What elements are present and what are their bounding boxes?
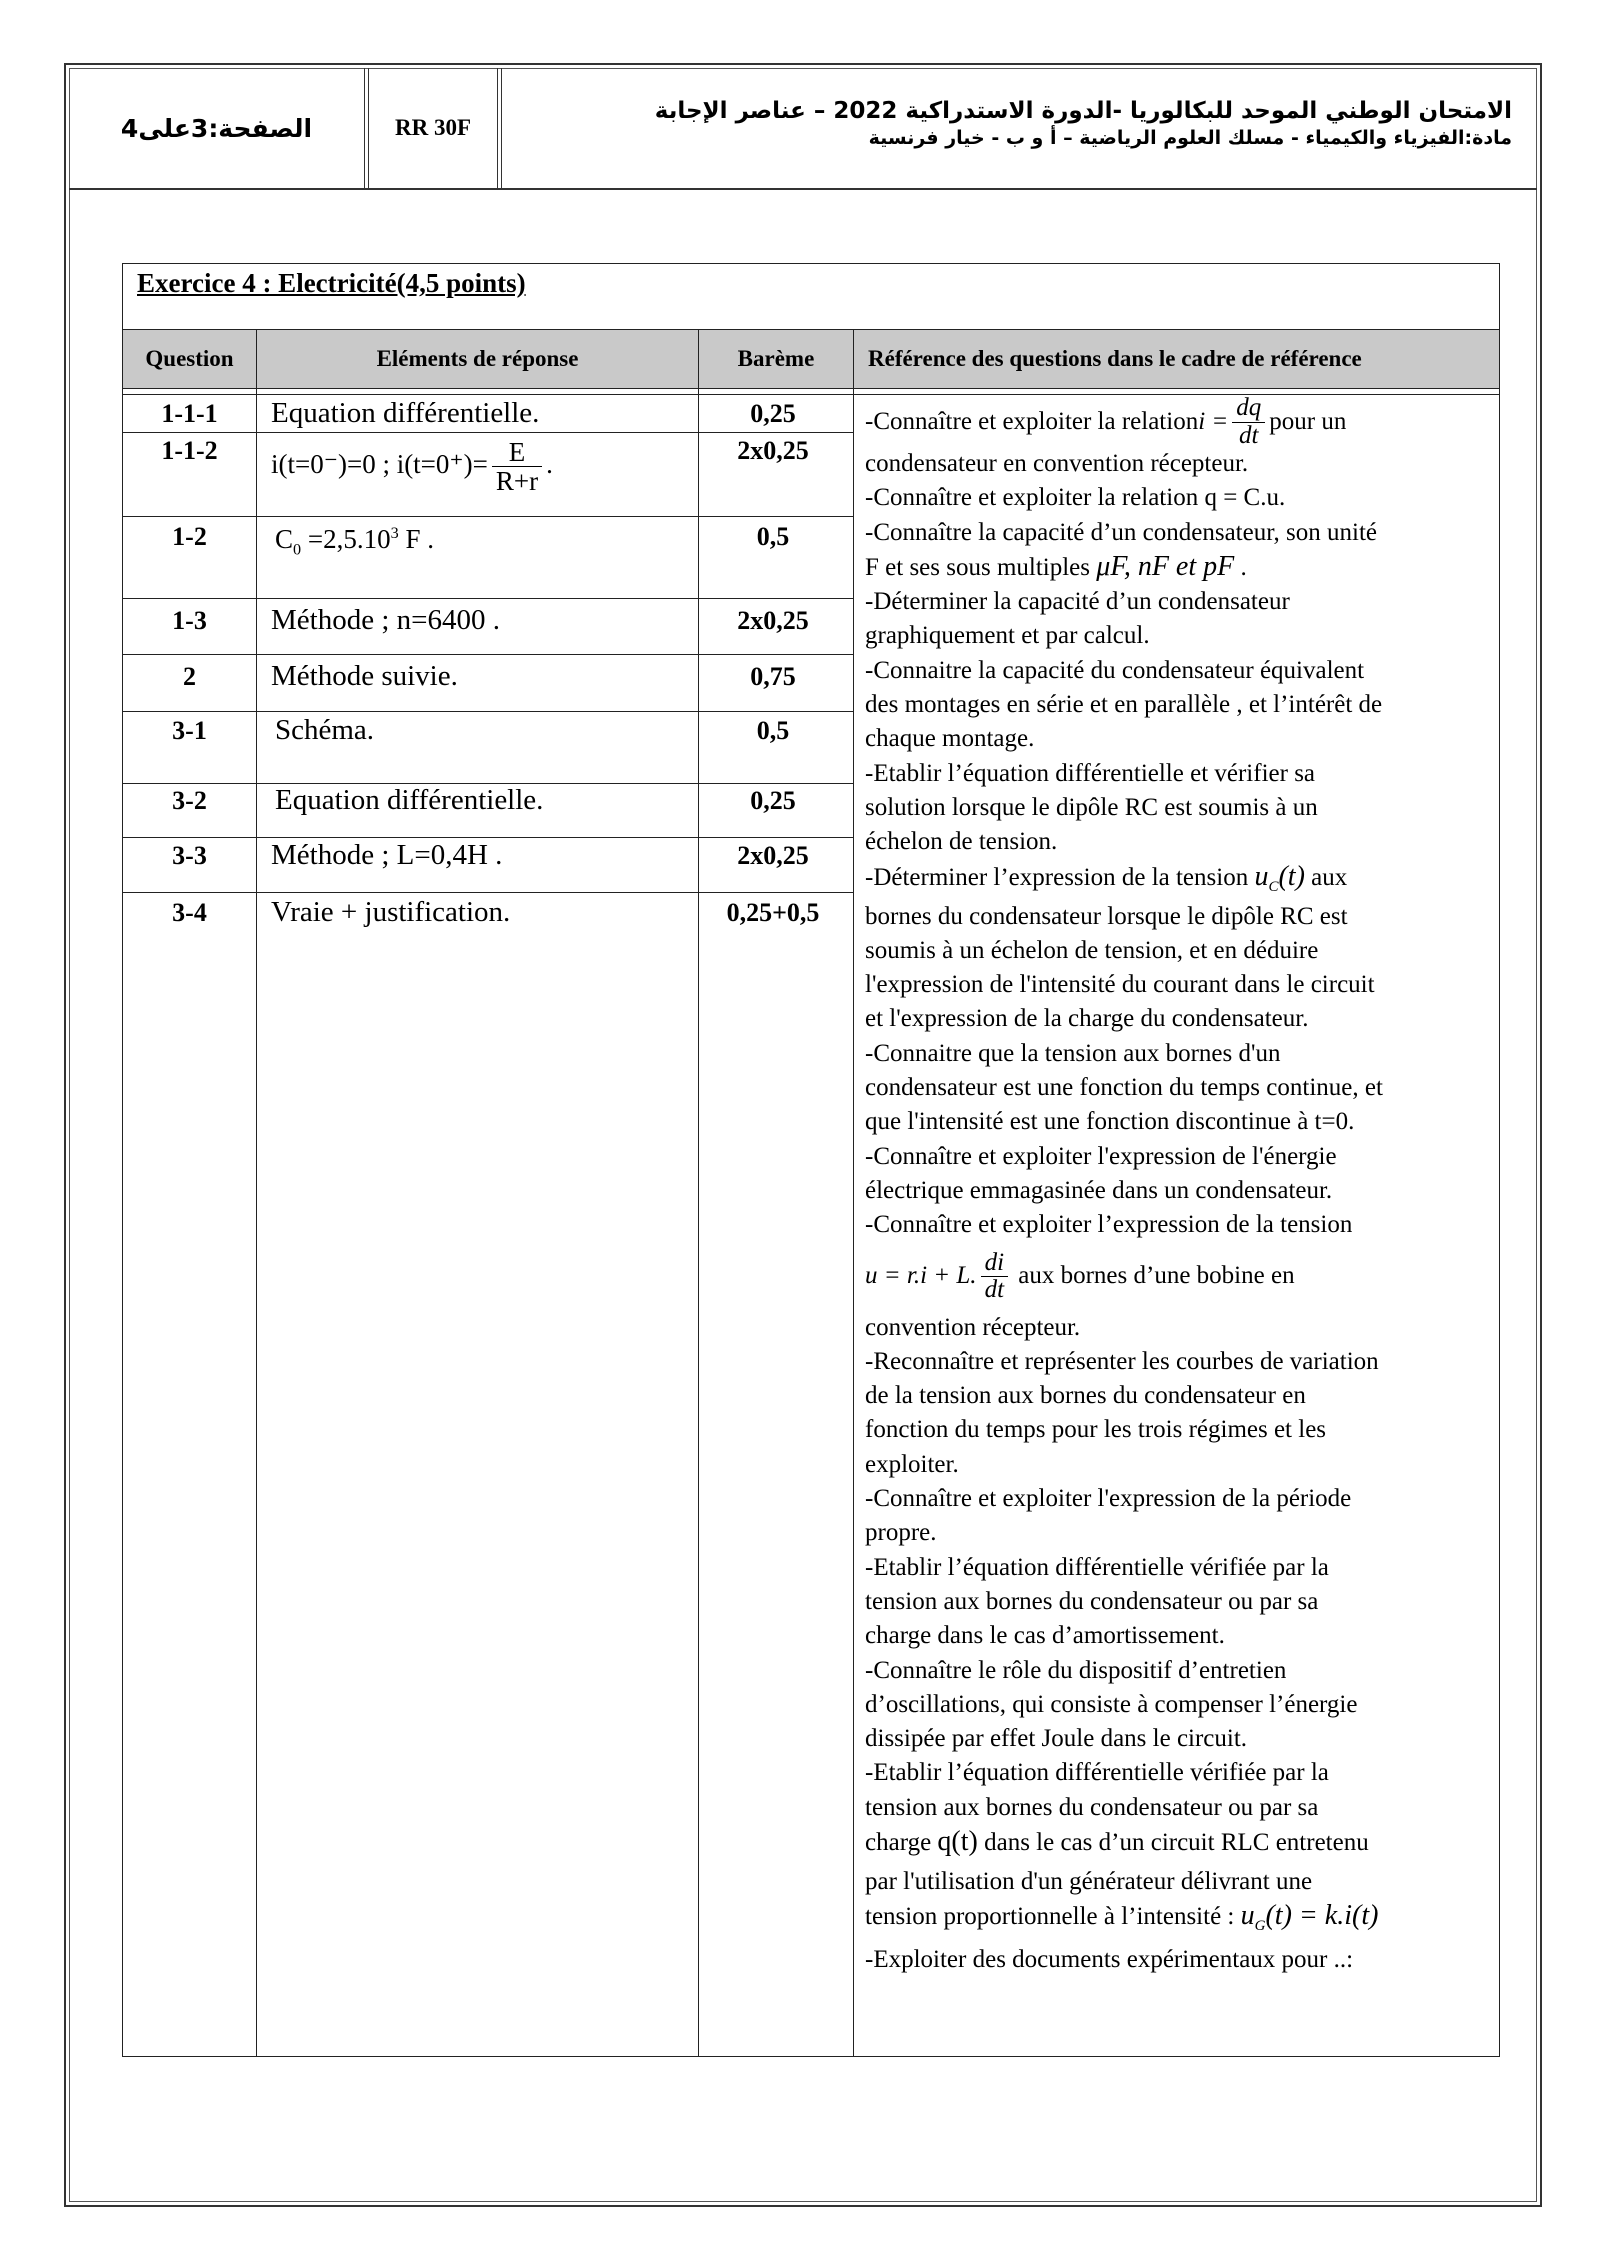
reference-text-span: F et ses sous multiples [865, 553, 1097, 581]
answer-element: Schéma. [275, 714, 375, 746]
reference-line: -Etablir l’équation différentielle vérifiée par la [865, 1759, 1329, 1787]
score: 2x0,25 [737, 436, 809, 465]
row-divider [123, 516, 854, 517]
subscript: 0 [293, 540, 302, 559]
row-divider [123, 598, 854, 599]
question-number: 3-1 [172, 716, 207, 745]
reference-line: propre. [865, 1519, 937, 1547]
answer-element: Equation différentielle. [275, 784, 544, 816]
answer-capacitance-value: =2,5.10 [301, 524, 391, 554]
reference-line: tension aux bornes du condensateur ou par sa [865, 1587, 1319, 1615]
header-gap [123, 389, 1499, 395]
reference-line: échelon de tension. [865, 828, 1058, 856]
exercise-table [122, 263, 1500, 2057]
reference-line: convention récepteur. [865, 1313, 1081, 1341]
reference-line: condensateur est une fonction du temps continue, et [865, 1074, 1383, 1102]
reference-text-span: . [1234, 553, 1247, 581]
answer-element: Méthode ; n=6400 . [271, 604, 500, 636]
reference-line: fonction du temps pour les trois régimes et les [865, 1416, 1327, 1444]
reference-line: d’oscillations, qui consiste à compenser l’énergie [865, 1690, 1358, 1718]
reference-line [865, 860, 1495, 900]
reference-line: solution lorsque le dipôle RC est soumis à un [865, 793, 1318, 821]
reference-text-span: -Déterminer l’expression de la tension [865, 863, 1255, 891]
reference-line: par l'utilisation d'un générateur délivrant une [865, 1867, 1313, 1895]
fraction-denominator: dt [984, 1276, 1005, 1304]
column-header-bareme: Barème [737, 346, 815, 371]
reference-line [865, 1243, 1495, 1311]
reference-line: -Connaître la capacité d’un condensateur, son unité [865, 518, 1377, 546]
question-number: 1-1-1 [161, 399, 218, 428]
reference-line: -Connaître et exploiter l’expression de la tension [865, 1211, 1353, 1239]
reference-line: -Connaître et exploiter la relation q = C.u. [865, 484, 1286, 512]
column-header-reference: Référence des questions dans le cadre de référence [868, 346, 1362, 371]
reference-text [865, 394, 1495, 1978]
row-divider [123, 892, 854, 893]
answer-element: Vraie + justification. [271, 896, 511, 928]
equation: i = [1198, 407, 1229, 435]
question-number: 1-1-2 [161, 436, 218, 465]
column-header-elements: Eléments de réponse [376, 346, 579, 371]
reference-line: des montages en série et en parallèle , et l’intérêt de [865, 691, 1383, 719]
column-header-question: Question [145, 346, 234, 371]
reference-line: exploiter. [865, 1450, 959, 1478]
reference-line: que l'intensité est une fonction discontinue à t=0. [865, 1108, 1355, 1136]
reference-line: électrique emmagasinée dans un condensateur. [865, 1176, 1333, 1204]
reference-line: graphiquement et par calcul. [865, 622, 1150, 650]
score: 0,5 [756, 522, 790, 551]
reference-line: dissipée par effet Joule dans le circuit. [865, 1725, 1248, 1753]
reference-line: -Connaître et exploiter l'expression de l'énergie [865, 1142, 1337, 1170]
subscript: G [1254, 1918, 1266, 1935]
question-number: 1-2 [172, 522, 207, 551]
reference-line: condensateur en convention récepteur. [865, 450, 1249, 477]
fraction [1232, 395, 1265, 449]
answer-capacitance: C [275, 524, 294, 554]
fraction-numerator: dq [1232, 395, 1265, 422]
fraction-denominator: R+r [495, 466, 539, 497]
score: 0,25 [750, 399, 796, 428]
row-divider [123, 711, 854, 712]
score: 2x0,25 [737, 841, 809, 870]
score: 2x0,25 [737, 606, 809, 635]
reference-line: charge dans le cas d’amortissement. [865, 1622, 1225, 1650]
equation: (t) [1278, 860, 1305, 892]
reference-line: -Connaitre que la tension aux bornes d'un [865, 1039, 1281, 1067]
question-number: 3-3 [172, 841, 207, 870]
reference-line: chaque montage. [865, 725, 1035, 753]
fraction-numerator: E [492, 438, 542, 467]
equation: q(t) [937, 1825, 978, 1857]
score: 0,25+0,5 [726, 898, 820, 927]
subscript: C [1268, 878, 1279, 895]
row-divider [123, 654, 854, 655]
reference-text-span: tension proportionnelle à l’intensité : [865, 1903, 1241, 1931]
reference-line: et l'expression de la charge du condensateur. [865, 1005, 1309, 1033]
reference-text-span: aux [1304, 863, 1348, 891]
answer-element: Equation différentielle. [271, 397, 540, 429]
question-number: 3-4 [172, 898, 207, 927]
reference-line: -Déterminer la capacité d’un condensateur [865, 588, 1290, 616]
reference-line: bornes du condensateur lorsque le dipôle RC est [865, 902, 1348, 930]
equation: (t) = k.i(t) [1265, 1900, 1379, 1932]
answer-element [271, 438, 691, 496]
reference-line [865, 550, 1495, 585]
reference-text-span: pour un [1269, 407, 1347, 435]
answer-unit: F . [398, 524, 434, 554]
reference-text-span: -Connaître et exploiter la relation [865, 407, 1199, 435]
reference-line: -Etablir l’équation différentielle vérifiée par la [865, 1553, 1329, 1581]
reference-line: -Connaître le rôle du dispositif d’entretien [865, 1656, 1287, 1684]
reference-line: soumis à un échelon de tension, et en déduire [865, 936, 1319, 964]
reference-text-span: aux bornes d’une bobine en [1012, 1262, 1295, 1290]
question-number: 2 [183, 662, 196, 691]
reference-line: -Connaître et exploiter l'expression de la période [865, 1485, 1352, 1513]
equation: u [1254, 860, 1269, 892]
table-header-row [123, 329, 1499, 389]
exam-code: RR 30F [394, 115, 472, 140]
reference-line: tension aux bornes du condensateur ou par sa [865, 1793, 1319, 1821]
exponent: 3 [390, 524, 399, 542]
reference-line: de la tension aux bornes du condensateur en [865, 1382, 1306, 1410]
reference-line: -Connaitre la capacité du condensateur équivalent [865, 656, 1365, 684]
row-divider [123, 432, 854, 433]
score: 0,75 [750, 662, 796, 691]
reference-text-span: charge [865, 1828, 938, 1856]
column-divider [853, 329, 854, 2056]
answer-initial-currents: i(t=0⁻)=0 ; i(t=0⁺)= [271, 449, 488, 480]
fraction [981, 1250, 1008, 1304]
exam-title-line1: الامتحان الوطني الموحد للبكالوريا -الدورة الاستدراكية 2022 – عناصر الإجابة [654, 98, 1512, 124]
page-number: الصفحة:3على4 [120, 113, 313, 143]
column-divider [256, 329, 257, 2056]
exercise-title: Exercice 4 : Electricité(4,5 points) [137, 268, 526, 298]
equation: u = r.i + L. [865, 1262, 977, 1290]
reference-text-span: dans le cas d’un circuit RLC entretenu [977, 1828, 1369, 1856]
reference-line: -Exploiter des documents expérimentaux pour ..: [865, 1946, 1354, 1974]
answer-element: Méthode ; L=0,4H . [271, 839, 503, 871]
reference-line [865, 394, 1495, 449]
reference-line: -Etablir l’équation différentielle et vérifier sa [865, 759, 1316, 787]
units: μF, nF et pF [1096, 550, 1235, 582]
answer-end: . [546, 449, 553, 480]
exam-title-line2: مادة:الفيزياء والكيمياء - مسلك العلوم الرياضية – أ و ب - خيار فرنسية [868, 127, 1512, 149]
score: 0,5 [756, 716, 790, 745]
question-number: 3-2 [172, 786, 207, 815]
answer-element [275, 524, 695, 559]
question-number: 1-3 [172, 606, 207, 635]
fraction-denominator: dt [1239, 421, 1259, 449]
score: 0,25 [750, 786, 796, 815]
reference-line [865, 1825, 1495, 1865]
exam-title [502, 68, 1512, 188]
fraction-numerator: di [981, 1250, 1008, 1277]
fraction [492, 438, 542, 496]
reference-line [865, 1899, 1495, 1943]
answer-element: Méthode suivie. [271, 660, 458, 692]
column-divider [698, 329, 699, 2056]
equation: u [1240, 1900, 1255, 1932]
reference-line: l'expression de l'intensité du courant dans le circuit [865, 971, 1375, 999]
reference-line: -Reconnaître et représenter les courbes de variation [865, 1347, 1379, 1375]
row-divider [123, 837, 854, 838]
exam-header [69, 68, 1537, 190]
